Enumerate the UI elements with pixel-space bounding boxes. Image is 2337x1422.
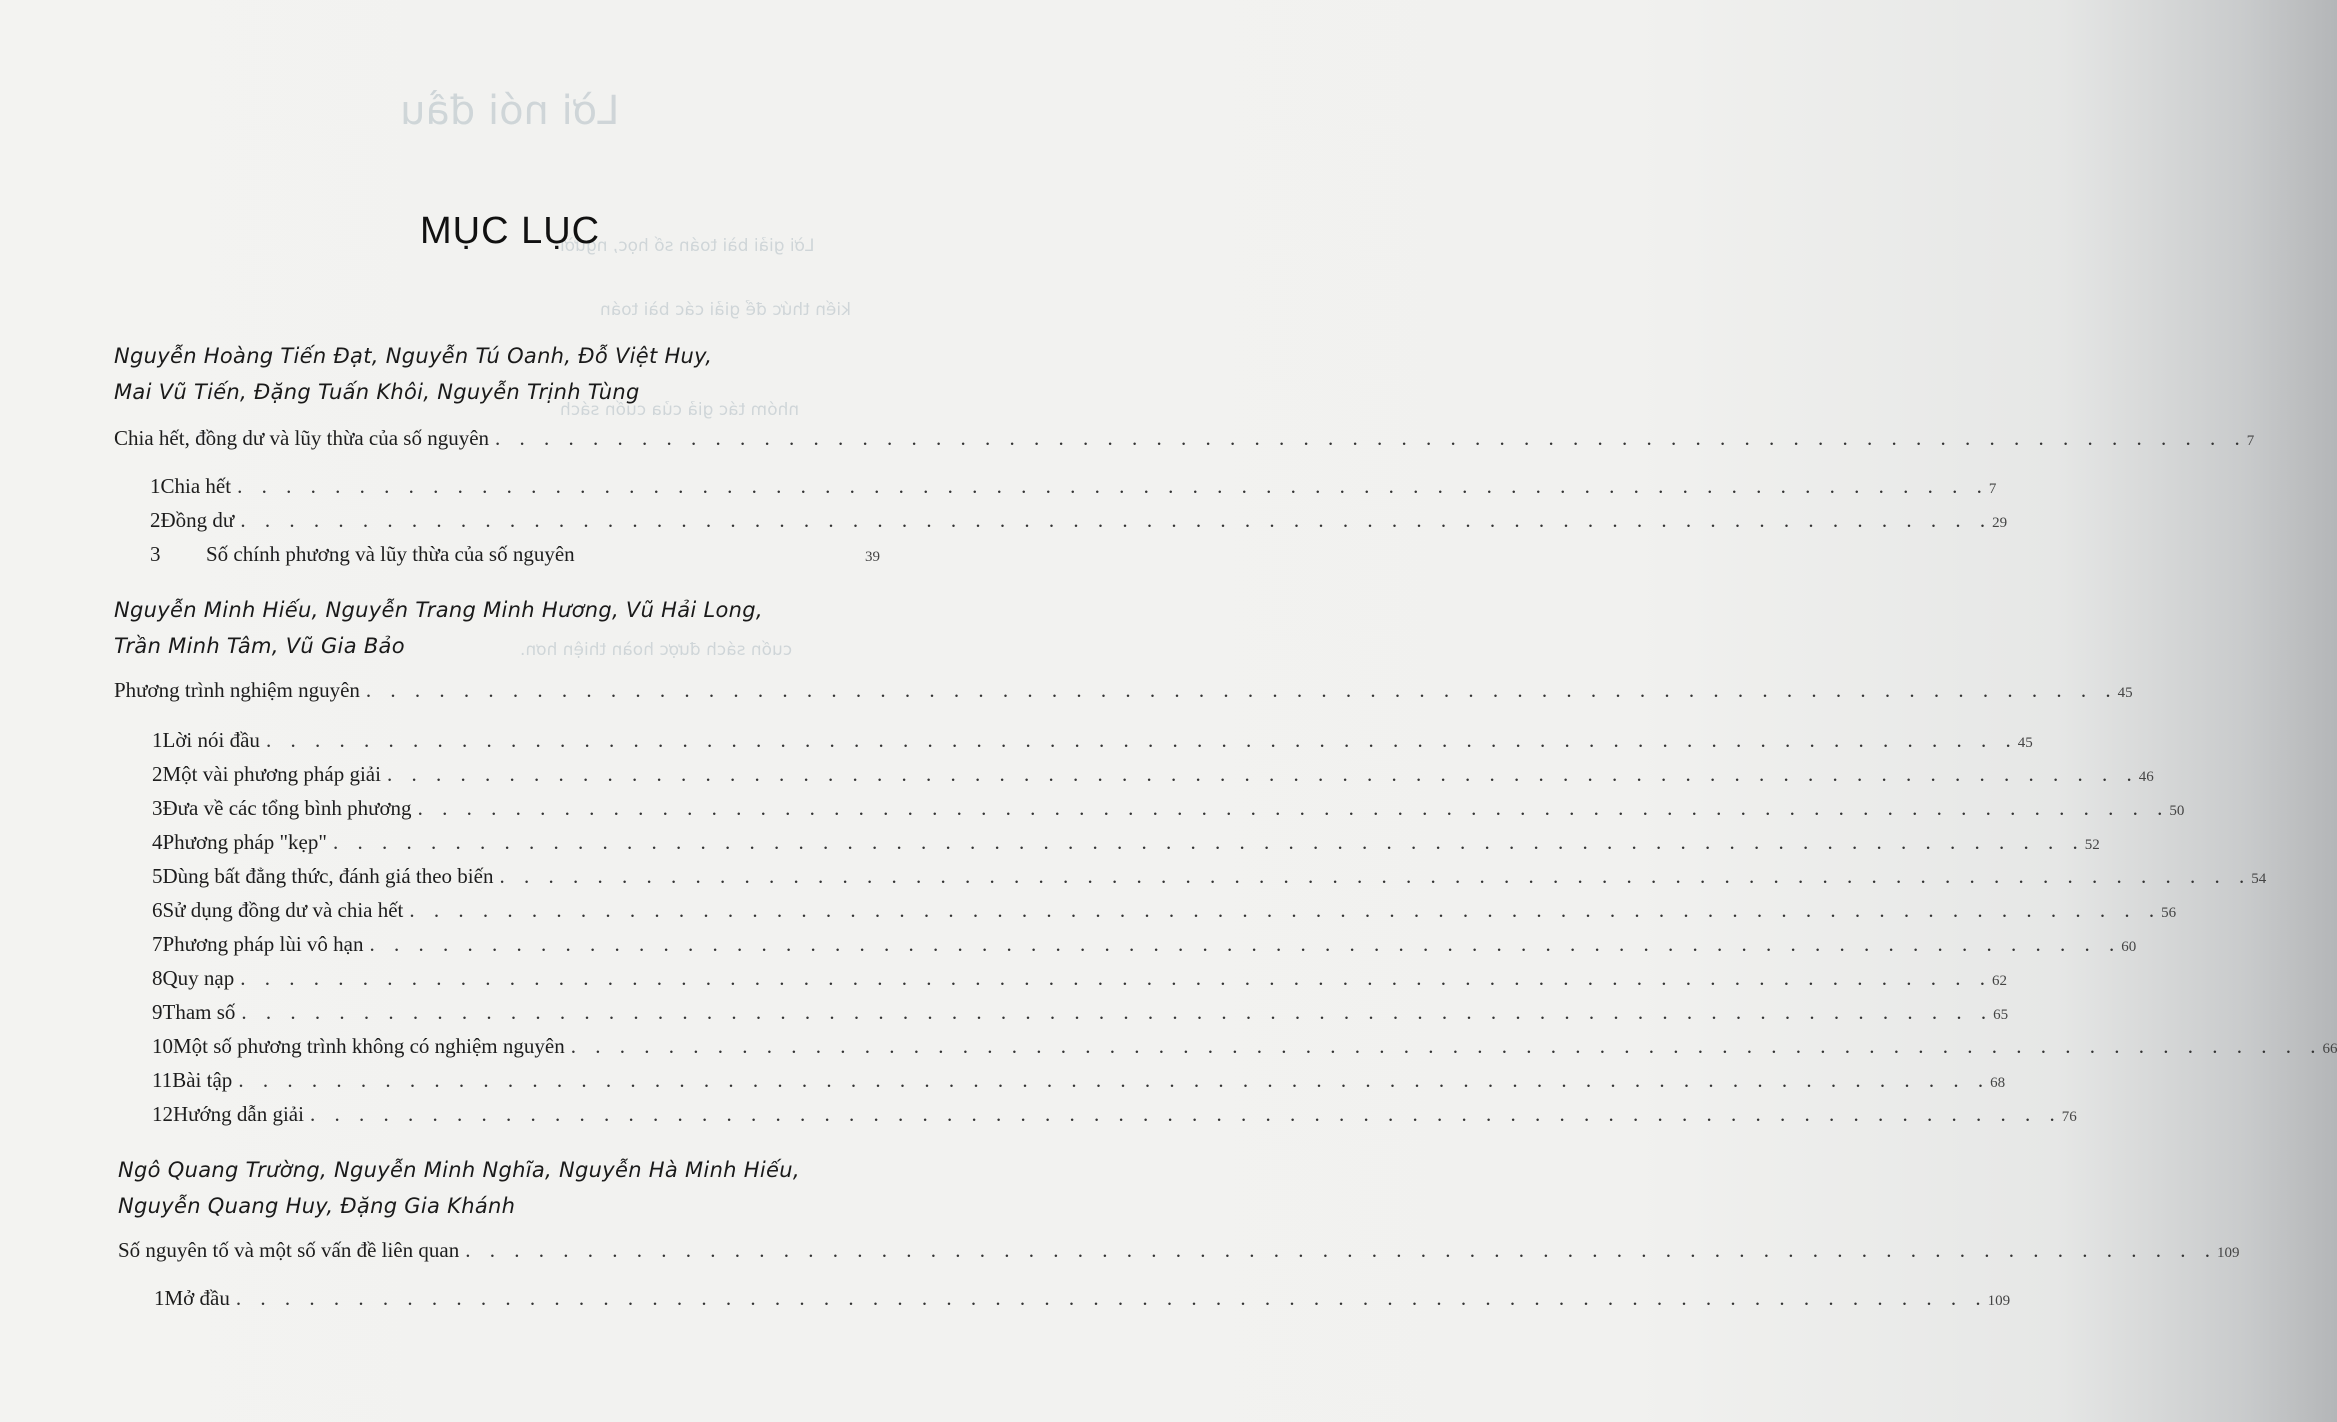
- entry-number: 3: [150, 542, 161, 566]
- page-number: 60: [2121, 939, 2137, 955]
- toc-entry[interactable]: [118, 1286, 2011, 1311]
- section-authors: [114, 592, 763, 664]
- entry-title: Đồng dư: [160, 508, 235, 532]
- toc-entry[interactable]: [116, 864, 2267, 889]
- chapter-title: Chia hết, đồng dư và lũy thừa của số nguyên: [114, 426, 490, 450]
- toc-chapter[interactable]: [118, 1238, 2240, 1263]
- entry-number: 2: [152, 762, 163, 786]
- page-number: 29: [1992, 515, 2008, 531]
- entry-title: Một số phương trình không có nghiệm nguyên: [173, 1034, 565, 1058]
- page-number: 45: [2117, 685, 2133, 701]
- page-number: 66: [2322, 1041, 2337, 1057]
- show-through-text: nhóm tác giả của cuốn sách: [560, 400, 800, 420]
- dot-leader: . . . . . . . . . . . . . . . . . . . . . . . . . . . . . . . . . . . . . . . . . . . . . . . . . . . . . . . . . . . . . . . . . . . . . . . .: [365, 678, 2118, 702]
- toc-chapter[interactable]: [114, 426, 2255, 451]
- page-number: 52: [2084, 837, 2100, 853]
- chapter-title: Số nguyên tố và một số vấn đề liên quan: [118, 1238, 460, 1262]
- toc-entry[interactable]: [114, 508, 2008, 533]
- toc-entry[interactable]: [116, 1102, 2077, 1127]
- section-authors: [114, 338, 712, 410]
- entry-title: Quy nạp: [162, 966, 235, 990]
- toc-entry[interactable]: [116, 796, 2185, 821]
- entry-number: 1: [150, 474, 161, 498]
- page-number: 46: [2138, 769, 2154, 785]
- toc-chapter[interactable]: [114, 678, 2133, 703]
- entry-number: 12: [152, 1102, 173, 1126]
- toc-entry[interactable]: [116, 728, 2033, 753]
- entry-title: Một vài phương pháp giải: [162, 762, 381, 786]
- dot-leader: . . . . . . . . . . . . . . . . . . . . . . . . . . . . . . . . . . . . . . . . . . . . . . . . . . . . . . . . . . . . . . . . . . . . . . . .: [309, 1102, 2062, 1126]
- entry-title: Phương pháp "kẹp": [162, 830, 327, 854]
- toc-entry[interactable]: [116, 1068, 2006, 1093]
- show-through-text: Lời giải bài toán số học, người: [560, 236, 815, 256]
- entry-title: Phương pháp lùi vô hạn: [162, 932, 364, 956]
- dot-leader: . . . . . . . . . . . . . . . . . . . . . . . . . . . . . . . . . . . . . . . . . . . . . . . . . . . . . . . . . . . . . . . . . . . . . . . .: [237, 474, 1989, 498]
- authors-line: Trần Minh Tâm, Vũ Gia Bảo: [114, 634, 405, 658]
- dot-leader: . . . . . . . . . . . . . . . . . . . . . . . . . . . . . . . . . . . . . . . . . . . . . . . . . . . . . . . . . . . . . . . . . . . . . . . .: [238, 1068, 1991, 1092]
- toc-entry[interactable]: [116, 762, 2154, 787]
- page-number: 54: [2251, 871, 2267, 887]
- show-through-heading: Lời nói đầu: [400, 88, 620, 134]
- entry-title: Hướng dẫn giải: [173, 1102, 304, 1126]
- entry-number: 5: [152, 864, 163, 888]
- dot-leader: . . . . . . . . . . . . . . . . . . . . . . . . . . . . . . . . . . . . . . . . . . . . . . . . . . . . . . . . . . . . . . . . . . . . . . . .: [409, 898, 2162, 922]
- entry-number: 10: [152, 1034, 173, 1058]
- dot-leader: . . . . . . . . . . . . . . . . . . . . . . . . . . . . . . . . . . . . . . . . . . . . . . . . . . . . . . . . . . . . . . . . . . . . . . . .: [240, 508, 1993, 532]
- entry-number: 1: [152, 728, 163, 752]
- page-number: 50: [2169, 803, 2185, 819]
- page-number: 109: [1987, 1293, 2011, 1309]
- dot-leader: . . . . . . . . . . . . . . . . . . . . . . . . . . . . . . . . . . . . . . . . . . . . . . . . . . . . . . . . . . . . . . . . . . . . . . . .: [240, 966, 1992, 990]
- toc-entry[interactable]: [116, 932, 2137, 957]
- toc-entry[interactable]: [116, 966, 2007, 991]
- page-title: MỤC LỤC: [420, 210, 601, 252]
- entry-title: Đưa về các tổng bình phương: [162, 796, 412, 820]
- page-number: 56: [2161, 905, 2177, 921]
- dot-leader: . . . . . . . . . . . . . . . . . . . . . . . . . . . . . . . . . . . . . . . . . . . . . . . . . . . . . . . . . . . . . . . . . . . . . . . .: [241, 1000, 1994, 1024]
- page-number: 45: [2017, 735, 2033, 751]
- authors-line: Nguyễn Quang Huy, Đặng Gia Khánh: [118, 1194, 516, 1218]
- entry-title: Mở đầu: [164, 1286, 230, 1310]
- page-number: 62: [1992, 973, 2007, 989]
- dot-leader: . . . . . . . . . . . . . . . . . . . . . . . . . . . . . . . . . . . . . . . . . . . . . . . . . . . . . . . . . . . . . . . . . . . . . . . .: [465, 1238, 2217, 1262]
- toc-entry[interactable]: [116, 1000, 2009, 1025]
- entry-title: Chia hết: [160, 474, 232, 498]
- page-number: 109: [2216, 1245, 2240, 1261]
- page-number: 68: [1990, 1075, 2006, 1091]
- dot-leader: . . . . . . . . . . . . . . . . . . . . . . . . . . . . . . . . . . . . . . . . . . . . . . . . . . . . . . . . . . . . . . . . . . . . . . . .: [495, 426, 2247, 450]
- entry-title: Bài tập: [172, 1068, 233, 1092]
- dot-leader: . . . . . . . . . . . . . . . . . . . . . . . . . . . . . . . . . . . . . . . . . . . . . . . . . . . . . . . . . . . . . . . . . . . . . . . .: [417, 796, 2170, 820]
- entry-number: 6: [152, 898, 163, 922]
- entry-title: Tham số: [162, 1000, 236, 1024]
- entry-number: 4: [152, 830, 163, 854]
- entry-title: Sử dụng đồng dư và chia hết: [162, 898, 404, 922]
- dot-leader: . . . . . . . . . . . . . . . . . . . . . . . . . . . . . . . . . . . . . . . . . . . . . . . . . . . . . . . . . . . . . . . . . . . . . . . .: [265, 728, 2018, 752]
- toc-entry[interactable]: [116, 830, 2100, 855]
- authors-line: Nguyễn Minh Hiếu, Nguyễn Trang Minh Hương, Vũ Hải Long,: [114, 598, 763, 622]
- page-number: 76: [2061, 1109, 2077, 1125]
- entry-number: 7: [152, 932, 163, 956]
- entry-number: 1: [154, 1286, 165, 1310]
- entry-title: Lời nói đầu: [162, 728, 260, 752]
- dot-leader: . . . . . . . . . . . . . . . . . . . . . . . . . . . . . . . . . . . . . . . . . . . . . . . . . . . . . . . . . . . . . . . . . . . . . . . .: [570, 1034, 2323, 1058]
- toc-entry[interactable]: [114, 474, 1997, 499]
- page-number: 7: [1988, 481, 1997, 497]
- dot-leader: . . . . . . . . . . . . . . . . . . . . . . . . . . . . . . . . . . . . . . . . . . . . . . . . . . . . . . . . . . . . . . . . . . . . . . . .: [235, 1286, 1988, 1310]
- authors-line: Nguyễn Hoàng Tiến Đạt, Nguyễn Tú Oanh, Đỗ Việt Huy,: [114, 344, 713, 368]
- toc-entry[interactable]: [116, 898, 2177, 923]
- entry-number: 8: [152, 966, 163, 990]
- entry-number: 2: [150, 508, 161, 532]
- section-authors: [118, 1152, 800, 1224]
- toc-entry[interactable]: [116, 1034, 2337, 1059]
- authors-line: Mai Vũ Tiến, Đặng Tuấn Khôi, Nguyễn Trịnh Tùng: [114, 380, 640, 404]
- entry-title: Dùng bất đẳng thức, đánh giá theo biến: [162, 864, 494, 888]
- show-through-text: kiến thức để giải các bài toán: [600, 300, 851, 320]
- chapter-title: Phương trình nghiệm nguyên: [114, 678, 360, 702]
- dot-leader: . . . . . . . . . . . . . . . . . . . . . . . . . . . . . . . . . . . . . . . . . . . . . . . . . . . . . . . . . . . . . . . . . . . . . . . .: [369, 932, 2122, 956]
- toc-entry[interactable]: [114, 542, 880, 567]
- dot-leader: . . . . . . . . . . . . . . . . . . . . . . . . . . . . . . . . . . . . . . . . . . . . . . . . . . . . . . . . . . . . . . . . . . . . . . . .: [386, 762, 2139, 786]
- dot-leader: . . . . . . . . . . . . . . . . . . . . . . . . . . . . . . . . . . . . . . . . . . . . . . . . . . . . . . . . . . . . . . . . . . . . . . . .: [332, 830, 2085, 854]
- page-number: 39: [865, 549, 880, 565]
- entry-number: 9: [152, 1000, 163, 1024]
- entry-number: 11: [152, 1068, 173, 1092]
- page-number: 7: [2246, 433, 2255, 449]
- show-through-text: cuốn sách được hoàn thiện hơn.: [520, 640, 793, 660]
- page-number: 65: [1993, 1007, 2009, 1023]
- authors-line: Ngô Quang Trường, Nguyễn Minh Nghĩa, Nguyễn Hà Minh Hiếu,: [118, 1158, 800, 1182]
- entry-title: Số chính phương và lũy thừa của số nguyên: [206, 542, 575, 566]
- dot-leader: . . . . . . . . . . . . . . . . . . . . . . . . . . . . . . . . . . . . . . . . . . . . . . . . . . . . . . . . . . . . . . . . . . . . . . . .: [499, 864, 2252, 888]
- entry-number: 3: [152, 796, 163, 820]
